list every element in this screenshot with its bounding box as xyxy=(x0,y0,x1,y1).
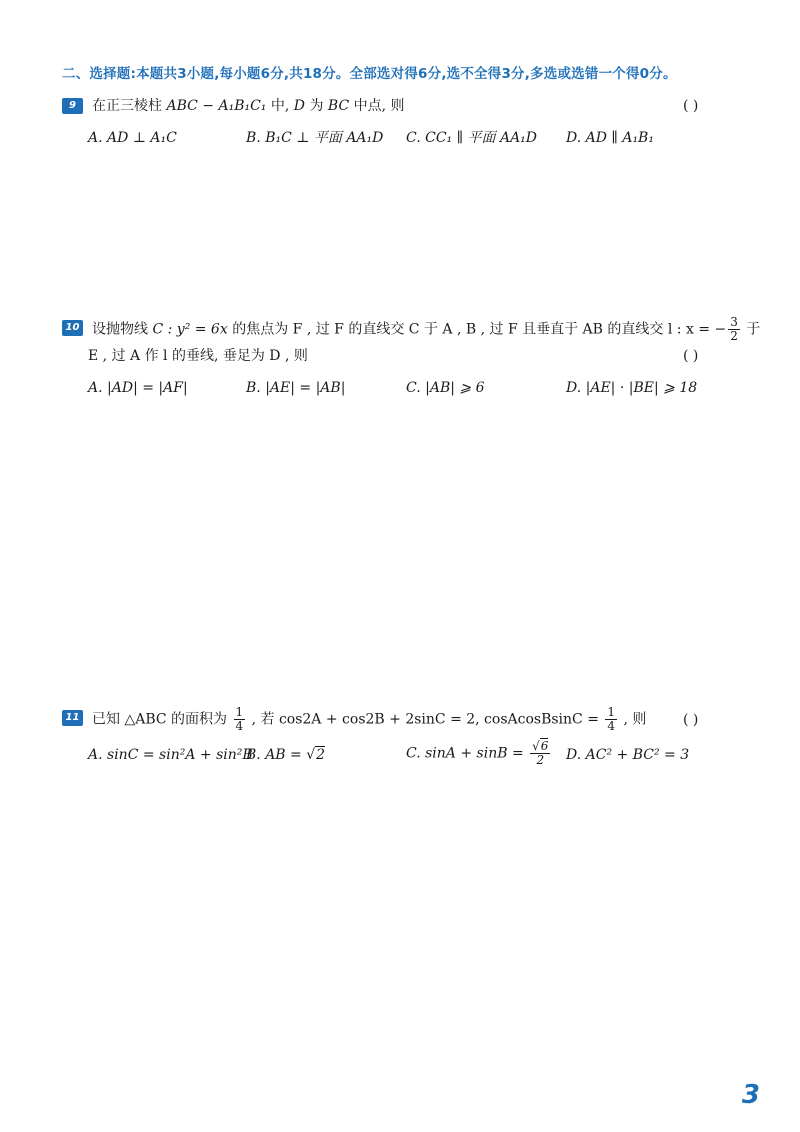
option-c: C. CC₁ ∥ 平面 AA₁D xyxy=(406,130,538,146)
option-c: C. |AB| ⩾ 6 xyxy=(406,380,485,396)
section-header: 二、选择题:本题共3小题,每小题6分,共18分。全部选对得6分,选不全得3分,多选或选错一个得0分。 xyxy=(62,66,677,82)
question-number-badge: 9 xyxy=(62,98,83,114)
option-b: B. B₁C ⊥ 平面 AA₁D xyxy=(246,130,384,146)
question-10-stem-line2: E , 过 A 作 l 的垂线, 垂足为 D , 则 xyxy=(88,348,308,364)
fraction: $\frac{√6}{2}$ xyxy=(532,739,549,767)
option-c: C. sinA + sinB = $\frac{√6}{2}$ xyxy=(406,739,549,767)
option-a: A. sinC = sin²A + sin²B xyxy=(88,747,253,763)
option-a: A. |AD| = |AF| xyxy=(88,380,188,396)
option-b: B. |AE| = |AB| xyxy=(246,380,346,396)
fraction: $\frac{1}{4}$ xyxy=(235,705,244,733)
answer-paren: ( ) xyxy=(683,98,699,114)
option-d: D. AC² + BC² = 3 xyxy=(566,747,690,763)
answer-paren: ( ) xyxy=(683,712,699,728)
fraction: $\frac{3}{2}$ xyxy=(730,315,738,343)
question-10-stem-line1: 设抛物线 C : y² = 6x 的焦点为 F , 过 F 的直线交 C 于 A , B , 过 F 且垂直于 AB 的直线交 l : x = − $\frac{3}{2}$ 于 xyxy=(92,315,761,343)
question-11-stem: 已知 △ABC 的面积为 $\frac{1}{4}$ , 若 cos2A + cos2B + 2sinC = 2, cosAcosBsinC = $\frac{1}{4}$ , 则 xyxy=(92,705,647,733)
option-d: D. |AE| · |BE| ⩾ 18 xyxy=(566,380,698,396)
question-number-badge: 10 xyxy=(62,320,83,336)
option-d: D. AD ∥ A₁B₁ xyxy=(566,130,654,146)
fraction: $\frac{1}{4}$ xyxy=(607,705,616,733)
answer-paren: ( ) xyxy=(683,348,699,364)
question-9-stem: 在正三棱柱 ABC − A₁B₁C₁ 中, D 为 BC 中点, 则 xyxy=(92,98,405,114)
option-a: A. AD ⊥ A₁C xyxy=(88,130,177,146)
option-b: B. AB = √2 xyxy=(246,747,326,763)
page-number: 3 xyxy=(741,1080,760,1110)
question-number-badge: 11 xyxy=(62,710,83,726)
